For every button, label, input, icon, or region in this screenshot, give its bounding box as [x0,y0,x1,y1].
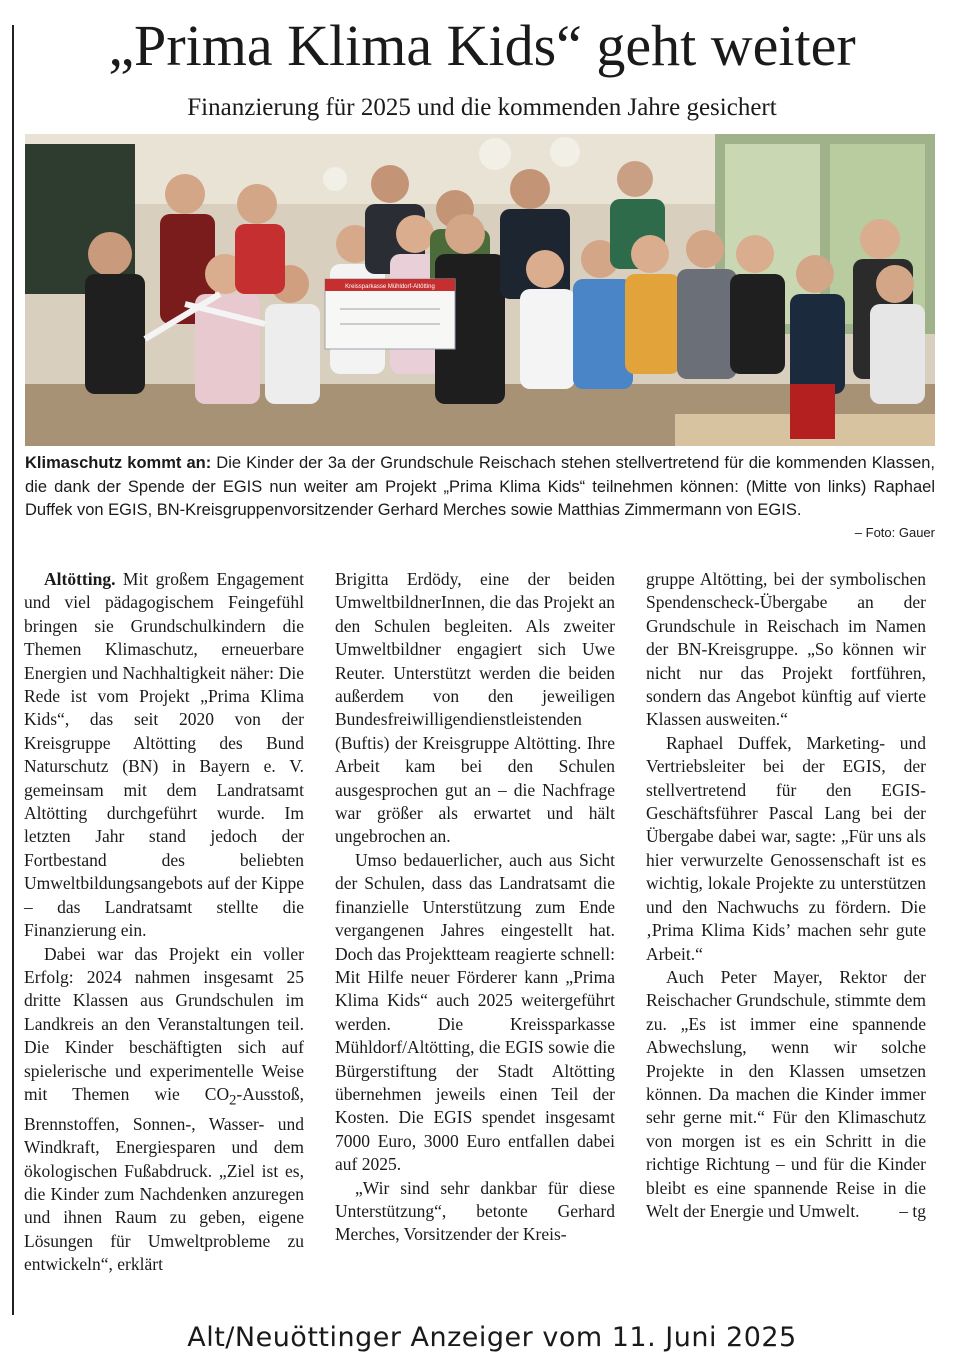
column-rule [12,25,14,1315]
article-column-2 [335,568,615,1247]
caption-lead: Klimaschutz kommt an: [25,454,212,472]
paragraph: gruppe Altötting, bei der symbolischen Spendenscheck-Übergabe an der Grundschule in Reischach im Namen der BN-Kreisgruppe. „So können wir nicht nur das Projekt fortführen, sondern das Angebot künftig auf vierte Klassen ausweiten.“ [646,569,926,730]
paragraph-text: Dabei war das Projekt ein voller Erfolg: 2024 nahmen insgesamt 25 dritte Klassen aus Grundschulen im Landkreis an den Veranstaltungen teil. Die Kinder beschäftigten sich auf spielerische und experimentelle Weise mit Themen wie CO [24,943,304,1104]
photo-credit: – Foto: Gauer [854,525,935,540]
paragraph-text: Mit großem Engagement und viel pädagogischem Feingefühl bringen sie Grundschulkindern die Themen Klimaschutz, erneuerbare Energien und Nachhaltigkeit näher: Die Rede ist vom Projekt „Prima Klima Kids“, das seit 2020 von der Kreisgruppe Altötting des Bund Naturschutz (BN) in Bayern e. V. gemeinsam mit dem Landratsamt Altötting durchgeführt wurde. Im letzten Jahr stand jedoch der Fortbestand des beliebten Umweltbildungsangebots auf der Kippe – das Landratsamt stellte die Finanzierung ein. [24,569,304,941]
paragraph: Raphael Duffek, Marketing- und Vertriebsleiter bei der EGIS, der stellvertretend für den EGIS-Geschäftsführer Pascal Lang bei der Übergabe dabei war, sagte: „Für uns als hier verwurzelte Genossenschaft ist es wichtig, lokale Projekte zu unterstützen und den Nachwuchs zu fördern. Die ‚Prima Klima Kids’ machen sehr gute Arbeit.“ [646,732,926,964]
svg-text:Kreissparkasse Mühldorf-Altött: Kreissparkasse Mühldorf-Altötting [345,284,435,290]
photo-caption [25,452,935,523]
paragraph [24,568,304,943]
author-initials: – tg [899,1200,926,1221]
paragraph [24,943,304,1277]
paragraph: „Wir sind sehr dankbar für diese Unterstützung“, betonte Gerhard Merches, Vorsitzender der Kreis- [335,1177,615,1245]
paragraph: Umso bedauerlicher, auch aus Sicht der Schulen, dass das Landratsamt die finanzielle Unterstützung zum Ende vergangenen Jahres eingestellt hat. Doch das Projektteam reagierte schnell: Mit Hilfe neuer Förderer kann „Prima Klima Kids“ auch 2025 weitergeführt werden. Die Kreissparkasse Mühldorf/Altötting, die EGIS sowie die Bürgerstiftung der Stadt Altötting übernehmen jeweils einen Teil der Kosten. Die EGIS spendet insgesamt 7000 Euro, 3000 Euro entfallen dabei auf 2025. [335,849,615,1175]
paragraph: Brigitta Erdödy, eine der beiden UmweltbildnerInnen, die das Projekt an den Schulen begleiten. Als zweiter Umweltbildner engagiert sich Uwe Reuter. Unterstützt werden die beiden außerdem von den jeweiligen Bundesfreiwilligendienstleistenden (Buftis) der Kreisgruppe Altötting. Ihre Arbeit kam bei den Schulen ausgesprochen gut an – die Nachfrage war größer als erwartet und hält ungebrochen an. [335,569,615,847]
article-column-3 [646,568,926,1223]
subscript: 2 [229,1092,237,1109]
paragraph [646,966,926,1223]
dateline: Altötting. [44,569,116,589]
article-column-1 [24,568,304,1277]
paragraph-text: Auch Peter Mayer, Rektor der Reischacher Grundschule, stimmte dem zu. „Es ist immer eine spannende Abwechslung, wenn wir solche Projekte in den Klassen umsetzen können. Da machen die Kinder immer sehr gerne mit.“ Für den Klimaschutz von morgen ist es ein Schritt in die richtige Richtung – und für die Kinder bleibt es eine spannende Reise in die Welt der Energie und Umwelt. [646,966,926,1221]
article-photo [25,134,935,446]
source-line: Alt/Neuöttinger Anzeiger vom 11. Juni 2025 [187,1322,797,1353]
paragraph-text: -Ausstoß, Brennstoffen, Sonnen-, Wasser- und Windkraft, Energiesparen und dem ökologischen Fußabdruck. „Ziel ist es, die Kinder zum Nachdenken anzuregen und ihnen Raum zu geben, eigene Lösungen für Umweltprobleme zu entwickeln“, erklärt [24,1083,304,1275]
subheadline: Finanzierung für 2025 und die kommenden Jahre gesichert [187,94,777,121]
headline: „Prima Klima Kids“ geht weiter [108,13,856,78]
caption-text: Die Kinder der 3a der Grundschule Reischach stehen stellvertretend für die kommenden Klassen, die dank der Spende der EGIS nun weiter am Projekt „Prima Klima Kids“ teilnehmen können: (Mitte von links) Raphael Duffek von EGIS, BN-Kreisgruppenvorsitzender Gerhard Merches sowie Matthias Zimmermann von EGIS. [25,454,936,519]
